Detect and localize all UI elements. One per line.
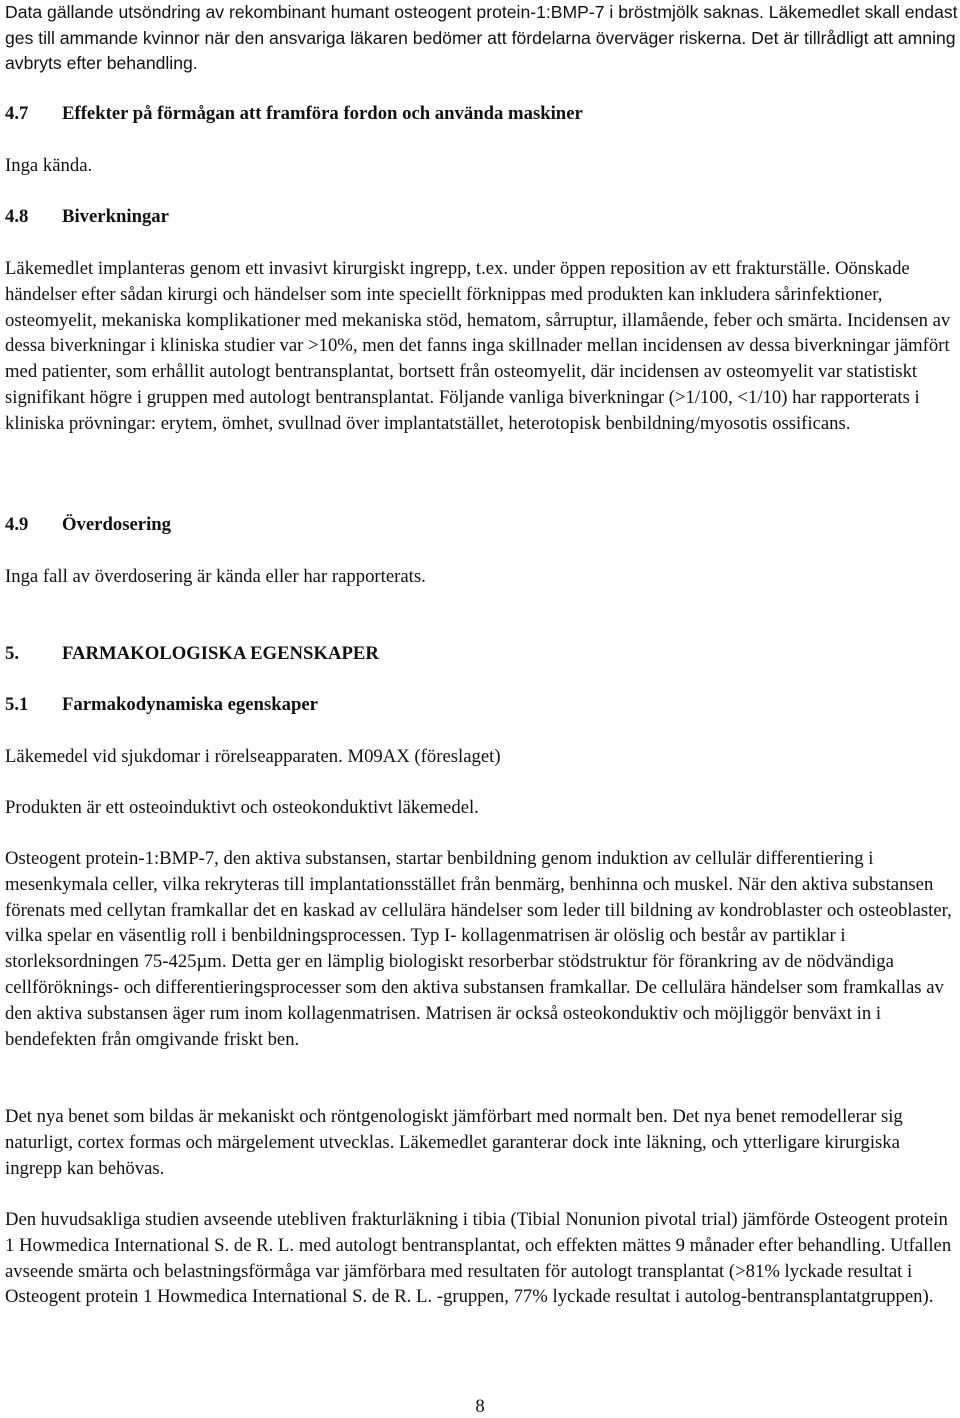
section-title: Biverkningar — [62, 206, 169, 227]
section-heading-4-7 — [5, 101, 960, 126]
section-number: 5. — [5, 643, 20, 664]
page-number: 8 — [475, 1396, 485, 1417]
intro-paragraph: Data gällande utsöndring av rekombinant humant osteogent protein-1:BMP-7 i bröstmjölk saknas. Läkemedlet skall endast ges till ammande kvinnor när den ansvariga läkaren bedömer att fördelarna överväger riskerna. Det är tillrådligt att amning avbryts efter behandling. — [5, 2, 958, 74]
section-heading-4-8 — [5, 204, 960, 229]
section-heading-5-1 — [5, 692, 960, 717]
section-5-1-paragraph-1: Läkemedel vid sjukdomar i rörelseapparaten. M09AX (föreslaget) — [5, 746, 501, 767]
section-body-4-7: Inga kända. — [5, 155, 93, 176]
section-5-1-paragraph-4: Det nya benet som bildas är mekaniskt och röntgenologiskt jämförbart med normalt ben. Det nya benet remodellerar sig naturligt, cortex formas och märgelement utvecklas. Läkemedlet garanterar dock inte läkning, och ytterligare kirurgiska ingrepp kan behövas. — [5, 1106, 903, 1179]
section-heading-5 — [5, 641, 960, 666]
section-5-1-paragraph-5: Den huvudsakliga studien avseende utebliven frakturläkning i tibia (Tibial Nonunion pivotal trial) jämförde Osteogent protein 1 Howmedica International S. de R. L. med autologt bentransplantat, och effekten mättes 9 månader efter behandling. Utfallen avseende smärta och belastningsförmåga var jämförbara med resultaten för autologt transplantat (>81% lyckade resultat i Osteogent protein 1 Howmedica International S. de R. L. -gruppen, 77% lyckade resultat i autolog-bentransplantatgruppen). — [5, 1209, 952, 1308]
section-5-1-paragraph-3: Osteogent protein-1:BMP-7, den aktiva substansen, startar benbildning genom induktion av cellulär differentiering i mesenkymala celler, vilka rekryteras till implantationsstället från benmärg, benhinna och muskel. När den aktiva substansen förenats med cellytan framkallar det en kaskad av cellulära händelser som leder till bildning av kondroblaster och osteoblaster, vilka spelar en väsentlig roll i benbildningsprocessen. Typ I- kollagenmatrisen är olöslig och består av partiklar i storleksordningen 75-425µm. Detta ger en lämplig biologiskt resorberbar stödstruktur för förankring av de nödvändiga cellföröknings- och differentieringsprocesser som den aktiva substansen framkallar. De cellulära händelser som framkallas av den aktiva substansen äger rum inom kollagenmatrisen. Matrisen är också osteokonduktiv och möjliggör benväxt in i bendefekten från omgivande friskt ben. — [5, 848, 952, 1050]
section-title: Farmakodynamiska egenskaper — [62, 694, 318, 715]
section-number: 5.1 — [5, 694, 29, 715]
section-title: Effekter på förmågan att framföra fordon och använda maskiner — [62, 103, 583, 124]
section-body-4-9: Inga fall av överdosering är kända eller har rapporterats. — [5, 566, 426, 587]
section-number: 4.8 — [5, 206, 29, 227]
section-title: Överdosering — [62, 514, 171, 535]
section-number: 4.7 — [5, 103, 29, 124]
section-title: FARMAKOLOGISKA EGENSKAPER — [62, 643, 379, 664]
section-heading-4-9 — [5, 512, 960, 537]
section-5-1-paragraph-2: Produkten är ett osteoinduktivt och osteokonduktivt läkemedel. — [5, 797, 479, 818]
section-number: 4.9 — [5, 514, 29, 535]
section-body-4-8: Läkemedlet implanteras genom ett invasivt kirurgiskt ingrepp, t.ex. under öppen reposition av ett frakturställe. Oönskade händelser efter sådan kirurgi och händelser som inte speciellt förknippas med produkten kan inkludera sårinfektioner, osteomyelit, mekaniska komplikationer med mekaniska stöd, hematom, sårruptur, illamående, feber och smärta. Incidensen av dessa biverkningar i kliniska studier var >10%, men det fanns inga skillnader mellan incidensen av dessa biverkningar jämfört med patienter, som erhållit autologt bentransplantat, bortsett från osteomyelit, där incidensen av osteomyelit var statistiskt signifikant högre i gruppen med autologt bentransplantat. Följande vanliga biverkningar (>1/100, <1/10) har rapporterats i kliniska prövningar: erytem, ömhet, svullnad över implantatstället, heterotopisk benbildning/myosotis ossificans. — [5, 258, 951, 434]
